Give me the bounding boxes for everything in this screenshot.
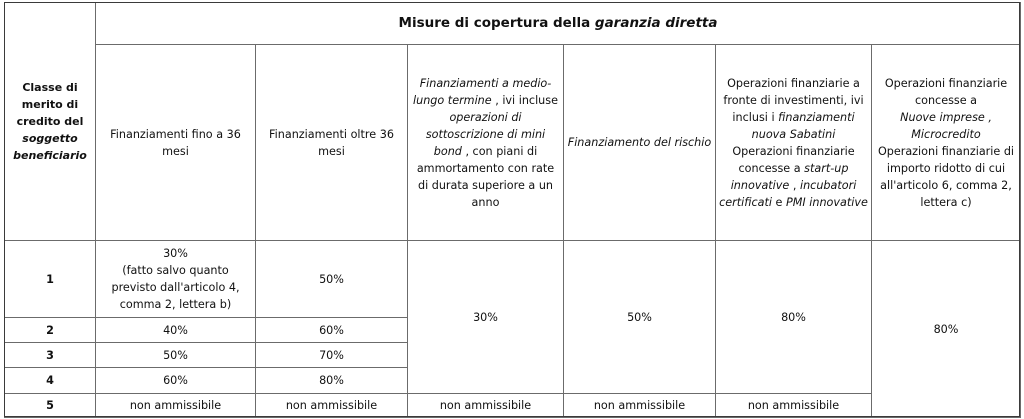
credit-class-cell: 2 [5, 318, 96, 343]
value-cell: 50% [256, 241, 408, 318]
merged-value-cell: 80% [872, 241, 1021, 418]
credit-class-cell: 4 [5, 368, 96, 394]
value-cell: non ammissibile [564, 394, 716, 418]
credit-class-cell: 3 [5, 343, 96, 368]
col-header-risk-financing: Finanziamento del rischio [564, 45, 716, 241]
merged-value-cell: 50% [564, 241, 716, 394]
table-outer-frame [4, 2, 1020, 417]
value-cell: 40% [96, 318, 256, 343]
merged-value-cell: 80% [716, 241, 872, 394]
credit-class-header: Classe di merito di credito del soggetto beneficiario [5, 3, 96, 241]
col-header-new-enterprises: Operazioni finanziarie concesse a Nuove imprese , Microcredito Operazioni finanziarie di importo ridotto di cui all'articolo 6, comma 2, lettera c) [872, 45, 1021, 241]
value-cell: non ammissibile [716, 394, 872, 418]
table-title: Misure di copertura della garanzia diretta [96, 3, 1021, 45]
col-header-up-to-36-months: Finanziamenti fino a 36 mesi [96, 45, 256, 241]
merged-value-cell: 30% [408, 241, 564, 394]
col-header-over-36-months: Finanziamenti oltre 36 mesi [256, 45, 408, 241]
credit-class-cell: 1 [5, 241, 96, 318]
value-cell: 60% [256, 318, 408, 343]
value-cell: 50% [96, 343, 256, 368]
col-header-medium-long-term: Finanziamenti a medio-lungo termine , ivi incluse operazioni di sottoscrizione di mini bond , con piani di ammortamento con rate di durata superiore a un anno [408, 45, 564, 241]
value-cell: non ammissibile [408, 394, 564, 418]
value-cell: 60% [96, 368, 256, 394]
credit-class-cell: 5 [5, 394, 96, 418]
value-cell: 30% (fatto salvo quanto previsto dall'articolo 4, comma 2, lettera b) [96, 241, 256, 318]
col-header-investment-operations: Operazioni finanziarie a fronte di investimenti, ivi inclusi i finanziamenti nuova Sabatini Operazioni finanziarie concesse a start-up innovative , incubatori certificati e PMI innovative [716, 45, 872, 241]
value-cell: non ammissibile [96, 394, 256, 418]
value-cell: 80% [256, 368, 408, 394]
value-cell: non ammissibile [256, 394, 408, 418]
value-cell: 70% [256, 343, 408, 368]
